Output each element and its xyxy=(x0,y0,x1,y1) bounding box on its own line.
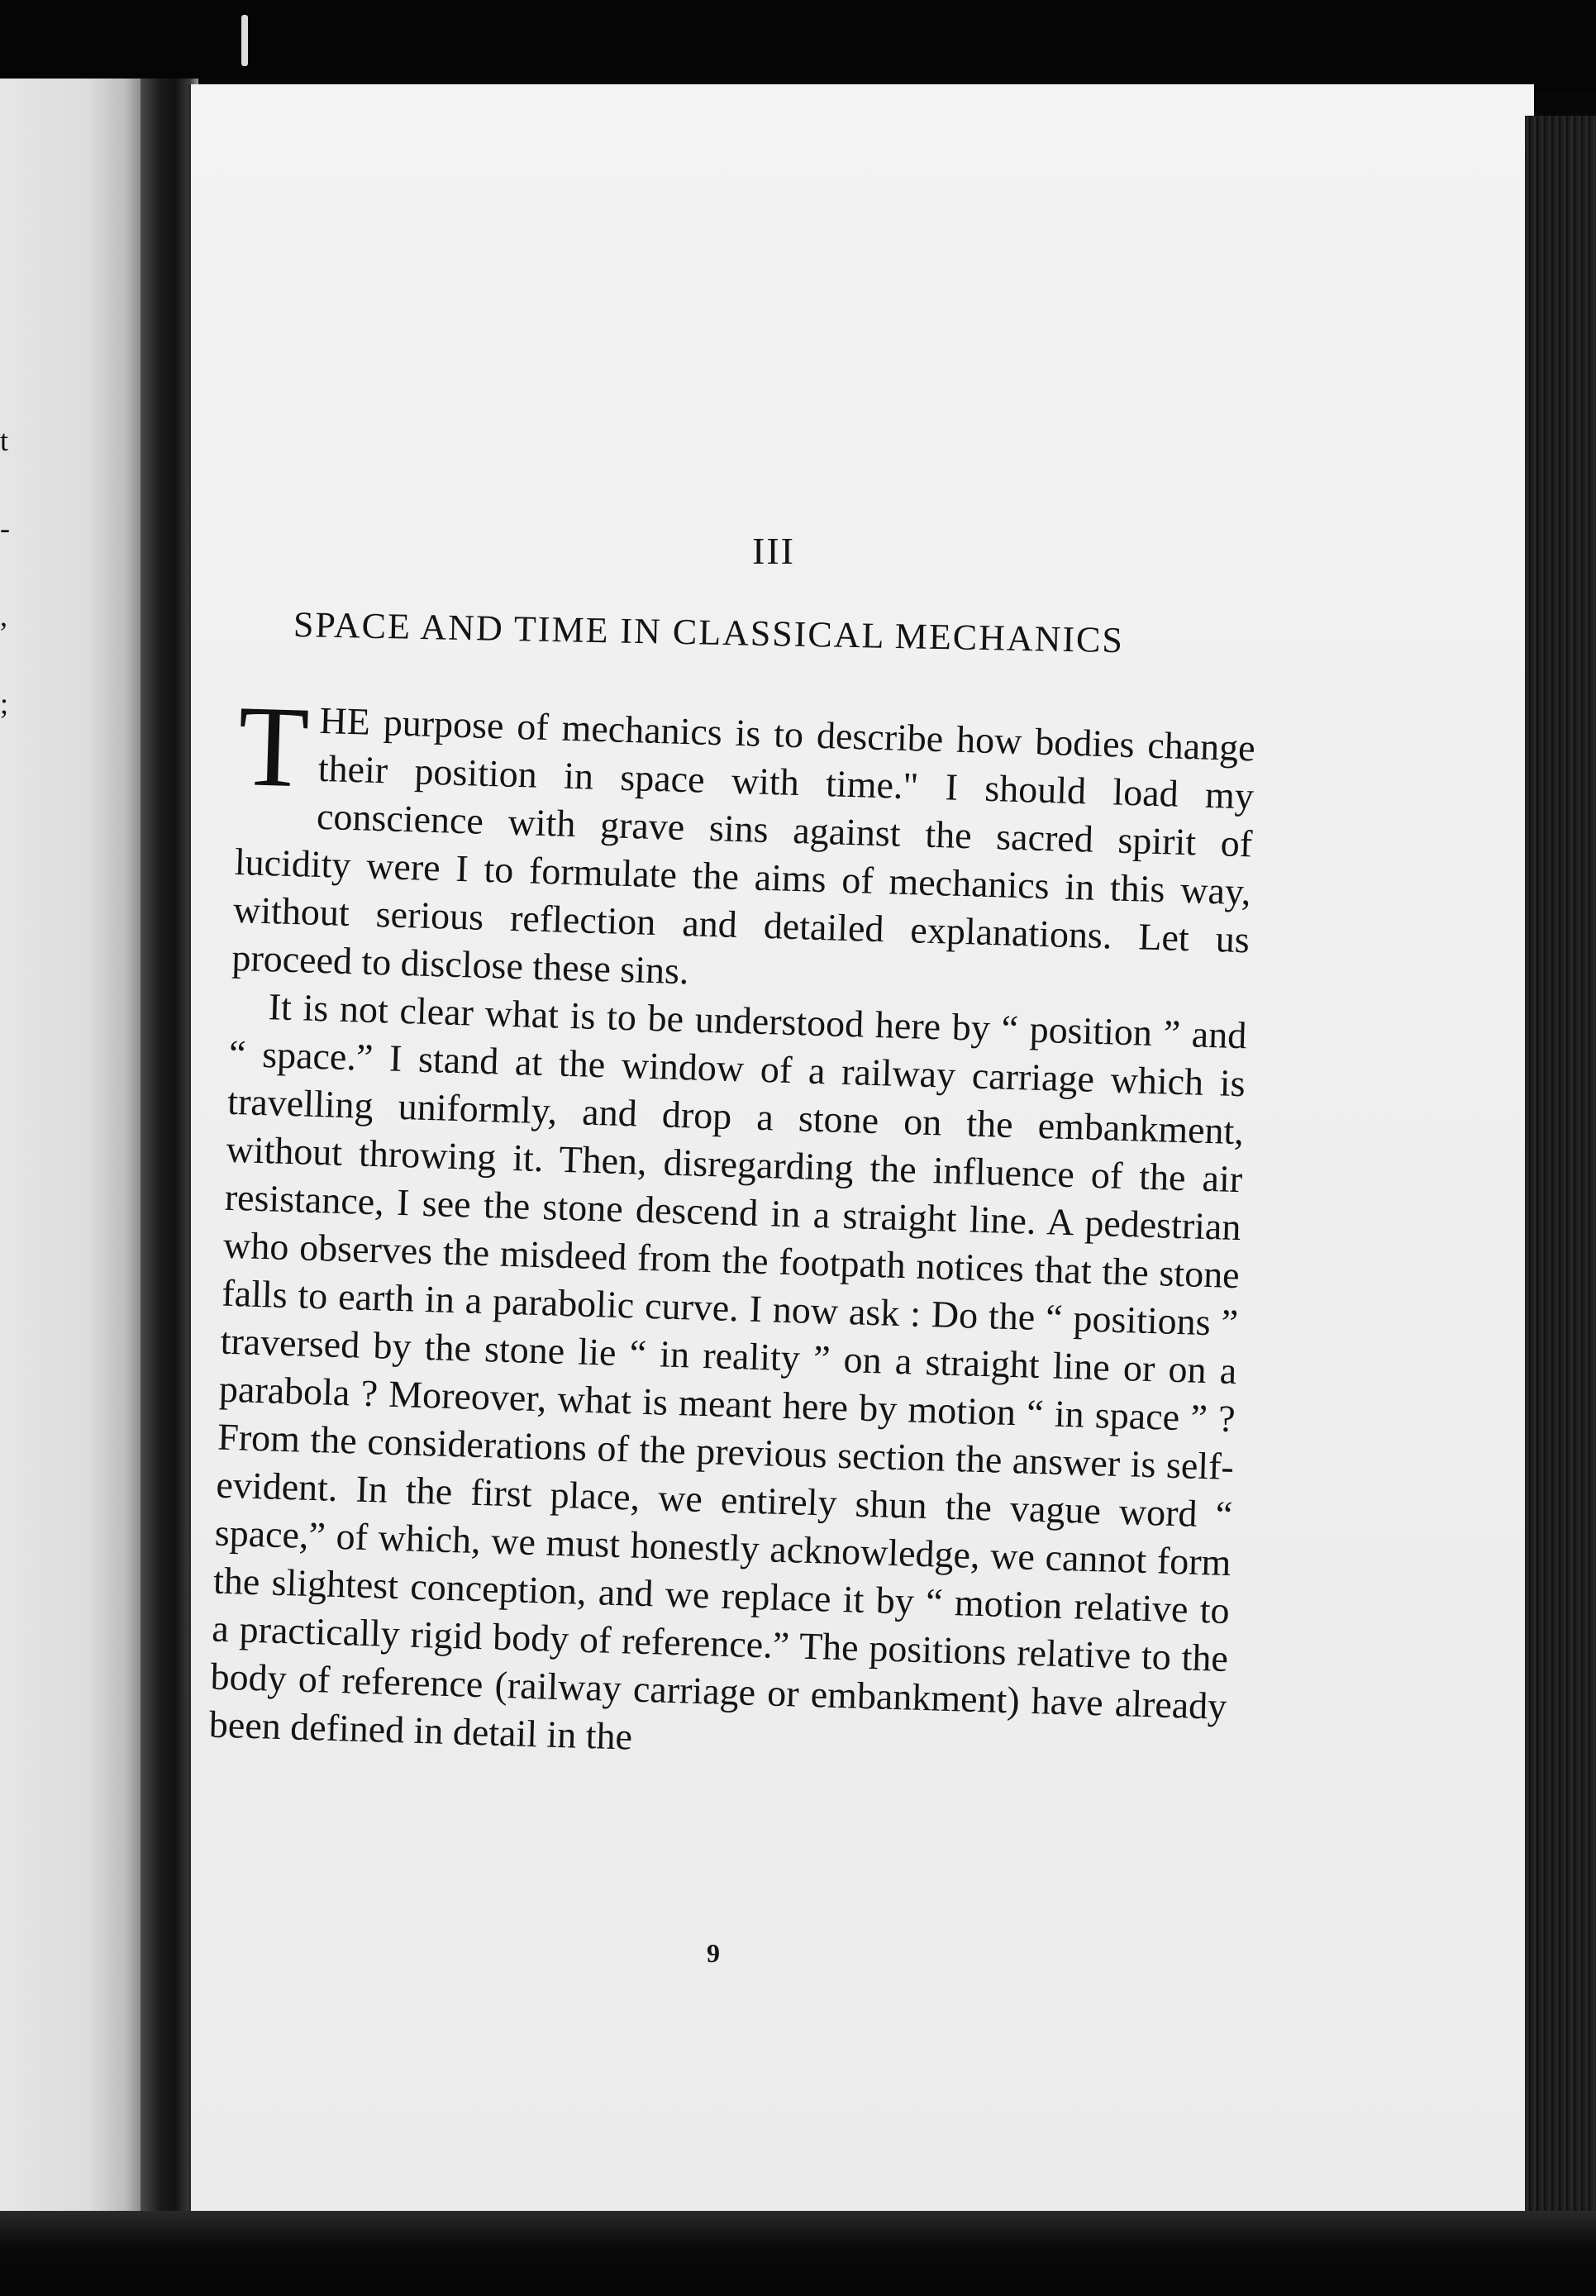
top-dark-margin xyxy=(0,0,1596,91)
scan-artifact xyxy=(241,15,248,66)
chapter-body xyxy=(208,682,1256,1779)
left-page-text-fragments xyxy=(0,426,17,776)
paragraph-1-text: HE purpose of mechanics is to describe how bodies change their position in space with time." I should load my conscience with grave sins against the sacred spirit of lucidity were I to formulate the aims of mechanics in this way, without serious reflection and detailed explanations. Let us proceed to disclose these sins. xyxy=(231,698,1256,993)
chapter-title: SPACE AND TIME IN CLASSICAL MECHANICS xyxy=(293,604,1125,661)
left-fragment: - xyxy=(0,512,10,545)
paragraph-2: It is not clear what is to be understood here by “ position ” and “ space.” I stand at the window of a railway carriage which is travelling uniformly, and drop a stone on the embankment, without throwing it. Then, disregarding the influence of the air resistance, I see the stone descend in a straight line. A pedestrian who observes the misdeed from the footpath notices that the stone falls to earth in a parabolic curve. I now ask : Do the “ positions ” traversed by the stone lie “ in reality ” on a straight line or on a parabola ? Moreover, what is meant here by motion “ in space ” ? From the considerations of the previous section the answer is self-evident. In the first place, we entirely shun the vague word “ space,” of which, we must honestly acknowledge, we cannot form the slightest conception, and we replace it by “ motion relative to a practically rigid body of reference.” The positions relative to the body of reference (railway carriage or embankment) have already been defined in detail in the xyxy=(208,985,1248,1758)
paragraph-1 xyxy=(231,682,1256,1012)
book-right-edge xyxy=(1525,116,1596,2265)
left-fragment: ; xyxy=(0,687,9,720)
page-number: 9 xyxy=(707,1938,720,1968)
bottom-dark-margin xyxy=(0,2211,1596,2296)
left-fragment: t xyxy=(0,424,9,457)
left-fragment: , xyxy=(0,599,7,632)
adjacent-left-page xyxy=(0,79,147,2227)
chapter-number: III xyxy=(752,530,795,572)
drop-cap-letter: T xyxy=(236,682,311,812)
